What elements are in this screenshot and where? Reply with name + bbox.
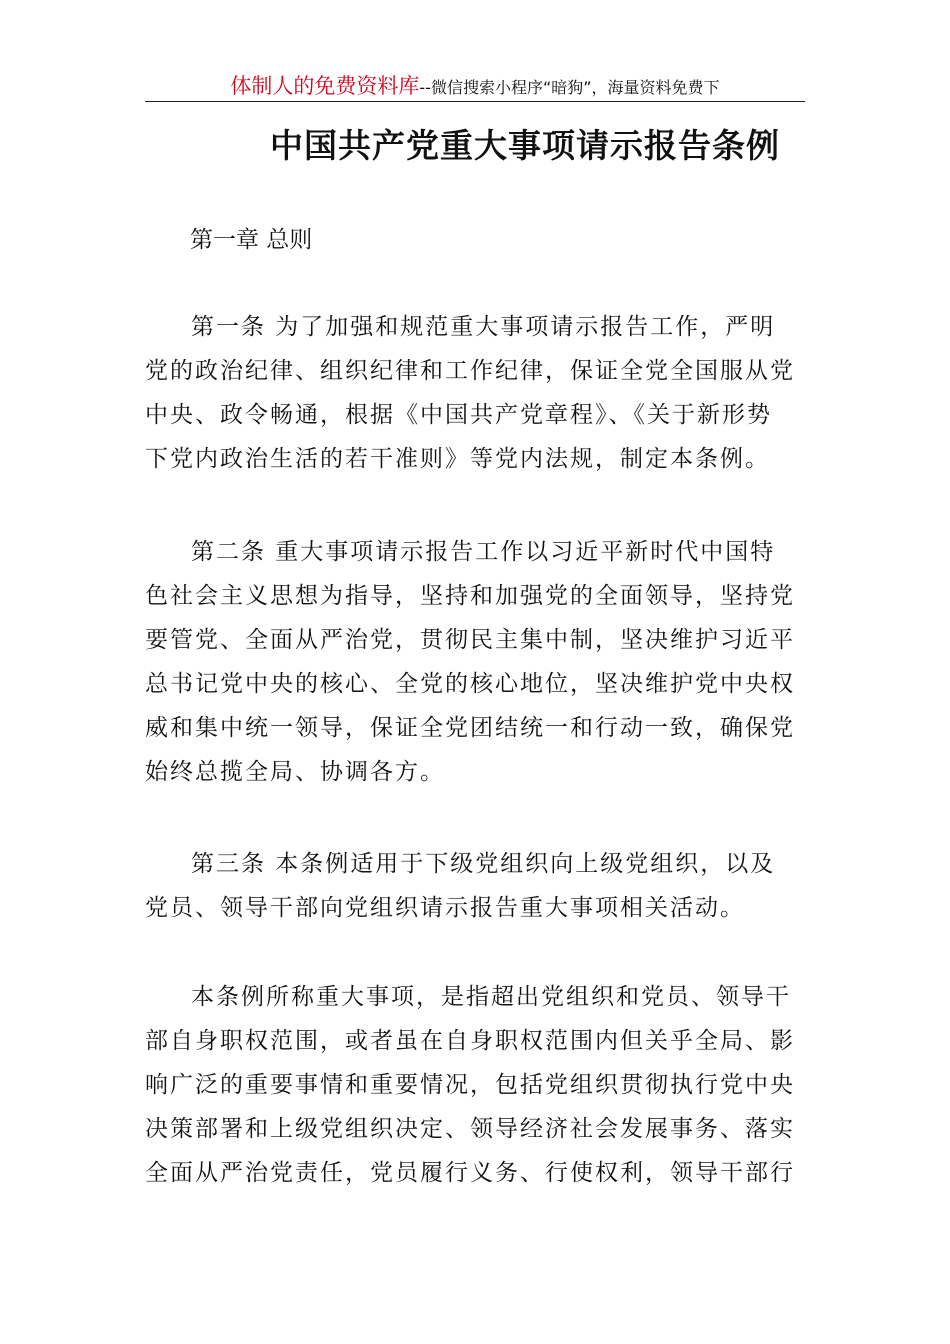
chapter-heading: 第一章 总则 bbox=[190, 227, 313, 253]
paragraph-line: 本条例所称重大事项，是指超出党组织和党员、领导干 bbox=[191, 984, 791, 1010]
header-brand: 体制人的免费资料库 bbox=[230, 74, 420, 98]
paragraph-line: 第三条 本条例适用于下级党组织向上级党组织，以及 bbox=[191, 851, 776, 877]
paragraph-line: 决策部署和上级党组织决定、领导经济社会发展事务、落实 bbox=[145, 1116, 795, 1142]
paragraph-line: 部自身职权范围，或者虽在自身职权范围内但关乎全局、影 bbox=[145, 1028, 795, 1054]
paragraph-line: 始终总揽全局、协调各方。 bbox=[145, 759, 445, 785]
article-2-paragraph bbox=[145, 530, 807, 794]
page-header bbox=[145, 72, 805, 102]
paragraph-line: 威和集中统一领导，保证全党团结统一和行动一致，确保党 bbox=[145, 715, 795, 741]
paragraph-line: 第一条 为了加强和规范重大事项请示报告工作，严明 bbox=[191, 314, 776, 340]
paragraph-line: 党的政治纪律、组织纪律和工作纪律，保证全党全国服从党 bbox=[145, 358, 795, 384]
paragraph-line: 第二条 重大事项请示报告工作以习近平新时代中国特 bbox=[191, 539, 776, 565]
paragraph-line: 要管党、全面从严治党，贯彻民主集中制，坚决维护习近平 bbox=[145, 627, 795, 653]
paragraph-line: 党员、领导干部向党组织请示报告重大事项相关活动。 bbox=[145, 895, 745, 921]
article-1-paragraph bbox=[145, 305, 807, 481]
header-note: --微信搜索小程序“暗狗”，海量资料免费下 bbox=[419, 78, 720, 97]
paragraph-line: 下党内政治生活的若干准则》等党内法规，制定本条例。 bbox=[145, 446, 770, 472]
article-3-paragraph bbox=[145, 842, 807, 930]
header-divider bbox=[145, 101, 805, 102]
document-title: 中国共产党重大事项请示报告条例 bbox=[270, 126, 780, 165]
paragraph-line: 色社会主义思想为指导，坚持和加强党的全面领导，坚持党 bbox=[145, 583, 795, 609]
paragraph-line: 中央、政令畅通，根据《中国共产党章程》、《关于新形势 bbox=[145, 402, 772, 428]
paragraph-line: 总书记党中央的核心、全党的核心地位，坚决维护党中央权 bbox=[145, 671, 795, 697]
paragraph-line: 全面从严治党责任，党员履行义务、行使权利，领导干部行 bbox=[145, 1160, 795, 1186]
definition-paragraph bbox=[145, 975, 807, 1195]
paragraph-line: 响广泛的重要事情和重要情况，包括党组织贯彻执行党中央 bbox=[145, 1072, 795, 1098]
